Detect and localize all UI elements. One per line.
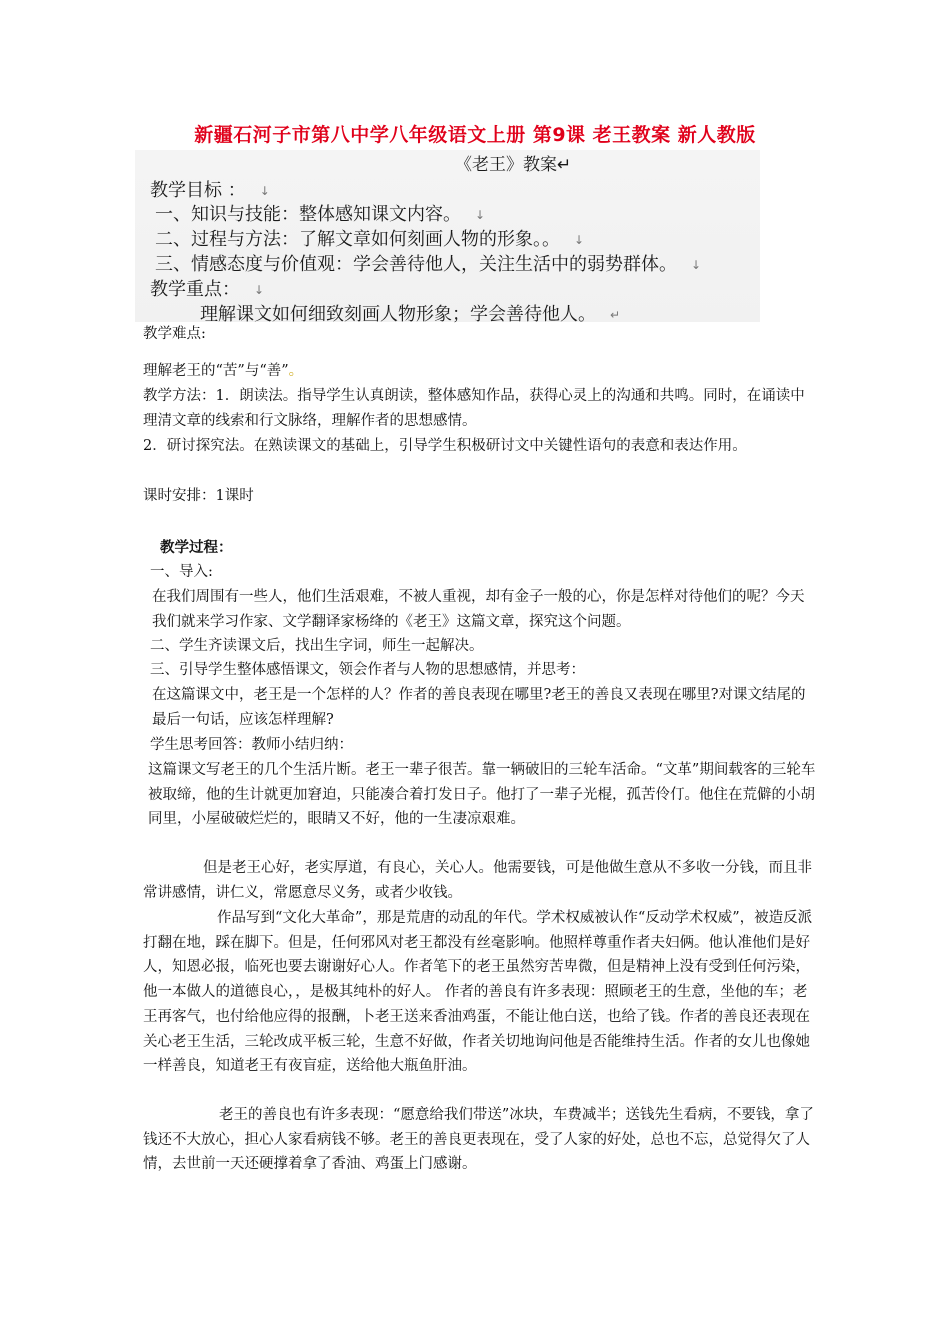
method-1: 教学方法：1．朗读法。指导学生认真朗读，整体感知作品，获得心灵上的沟通和共鸣。同时，在诵读中理清文章的线索和行文脉络，理解作者的思想感情。 — [143, 388, 805, 429]
scan-key-label-row — [150, 275, 264, 301]
return-icon: ↵ — [610, 308, 621, 322]
arrow-icon: ↓ — [254, 283, 265, 297]
arrow-icon: ↓ — [574, 233, 585, 247]
difficulty-label: 教学难点: — [143, 326, 206, 342]
arrow-icon: ↓ — [259, 184, 270, 198]
questions-paragraph: 在这篇课文中，老王是一个怎样的人？作者的善良表现在哪里?老王的善良又表现在哪里?对课文结尾的最后一句话，应该怎样理解? — [152, 687, 806, 728]
schedule: 课时安排：1课时 — [143, 488, 254, 504]
scan-subtitle: 《老王》教案↵ — [455, 155, 572, 175]
process-label: 教学过程： — [160, 539, 233, 556]
scan-goal-label: 教学目标 ： — [150, 180, 246, 201]
scan-goal-2: 二、过程与方法：了解文章如何刻画人物的形象。。 — [155, 229, 560, 250]
paragraph-1: 这篇课文写老王的几个生活片断。老王一辈子很苦。靠一辆破旧的三轮车活命。“文革”期间载客的三轮车被取缔，他的生计就更加窘迫，只能凑合着打发日子。他打了一辈子光棍，孤苦伶仃。他住在荒僻的小胡同里，小屋破破烂烂的，眼睛又不好，他的一生凄凉艰难。 — [148, 762, 816, 828]
scan-goal-1: 一、知识与技能：整体感知课文内容。 — [155, 204, 461, 225]
answer-intro: 学生思考回答：教师小结归纳： — [150, 737, 353, 753]
scan-goal-3-row — [155, 250, 701, 276]
scanned-image-block — [135, 150, 760, 325]
method-2: 2．研讨探究法。在熟读课文的基础上，引导学生积极研讨文中关键性语句的表意和表达作用。 — [143, 438, 747, 454]
scan-key-text: 理解课文如何细致刻画人物形象；学会善待他人。 — [200, 304, 596, 325]
scan-goal-label-row — [150, 176, 270, 202]
paragraph-3: 作品写到“文化大革命”，那是荒唐的动乱的年代。学术权威被认作“反动学术权威”，被造反派打翻在地，踩在脚下。但是，任何邪风对老王都没有丝毫影响。他照样尊重作者夫妇俩。他认准他们是好人，知恩必报，临死也要去谢谢好心人。作者笔下的老王虽然穷苦卑微，但是精神上没有受到任何污染，他一本做人的道德良心，，是极其纯朴的好人。 作者的善良有许多表现：照顾老王的生意，坐他的车；老王再客气，也付给他应得的报酬，卜老王送来香油鸡蛋，不能让他白送，也给了钱。作者的善良还表现在关心老王生活，三轮改成平板三轮，生意不好做，作者关切地询问他是否能维持生活。作者的女儿也像她一样善良，知道老王有夜盲症，送给他大瓶鱼肝油。 — [143, 910, 813, 1075]
scan-goal-1-row — [155, 200, 485, 226]
scan-goal-3: 三、情感态度与价值观：学会善待他人，关注生活中的弱势群体。 — [155, 254, 677, 275]
paragraph-2: 但是老王心好，老实厚道，有良心，关心人。他需要钱，可是他做生意从不多收一分钱，而且非常讲感情，讲仁义，常愿意尽义务，或者少收钱。 — [143, 860, 812, 901]
paragraph-4: 老王的善良也有许多表现：“愿意给我们带送”冰块，车费减半；送钱先生看病，不要钱，拿了钱还不大放心，担心人家看病钱不够。老王的善良更表现在，受了人家的好处，总也不忘，总觉得欠了人情，去世前一天还硬撑着拿了香油、鸡蛋上门感谢。 — [143, 1107, 814, 1173]
arrow-icon: ↓ — [475, 208, 486, 222]
step-3: 三、引导学生整体感悟课文，领会作者与人物的思想感情，并思考： — [150, 662, 585, 678]
step-1: 一、导入: — [150, 564, 213, 580]
arrow-icon: ↓ — [691, 258, 702, 272]
scan-goal-2-row — [155, 225, 584, 251]
scan-key-label: 教学重点： — [150, 279, 240, 300]
difficulty-mark: 。 — [288, 363, 304, 379]
intro-paragraph: 在我们周围有一些人，他们生活艰难，不被人重视，却有金子一般的心，你是怎样对待他们的呢？今天我们就来学习作家、文学翻译家杨绛的《老王》这篇文章，探究这个问题。 — [152, 589, 805, 630]
difficulty-text: 理解老王的“苦”与“善” — [143, 363, 289, 379]
step-2: 二、学生齐读课文后，找出生字词，师生一起解决。 — [150, 638, 484, 654]
difficulty-text-row — [143, 359, 818, 384]
document-title: 新疆石河子市第八中学八年级语文上册 第9课 老王教案 新人教版 — [194, 124, 756, 146]
